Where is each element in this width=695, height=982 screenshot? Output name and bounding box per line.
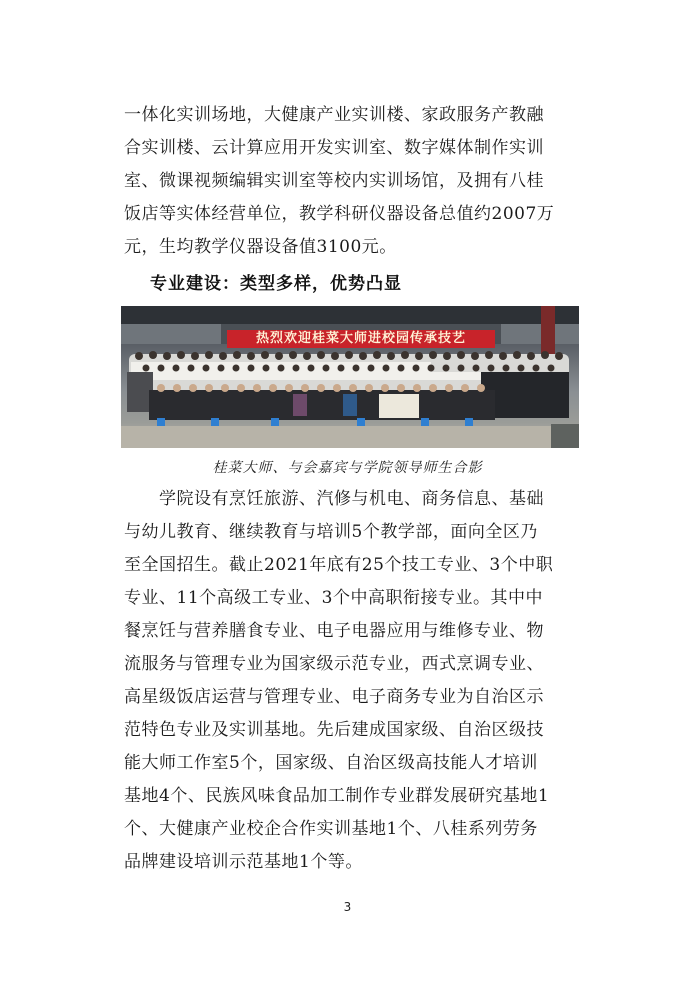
text-line: 学院设有烹饪旅游、汽修与机电、商务信息、基础 [124, 489, 544, 509]
group-photo-illustration [121, 306, 579, 448]
paragraph-departments [124, 483, 584, 879]
text-line: 高星级饭店运营与管理专业、电子商务专业为自治区示 [124, 687, 544, 707]
photo-caption: 桂菜大师、与会嘉宾与学院领导师生合影 [212, 460, 483, 476]
text-line: 能大师工作室5个，国家级、自治区级高技能人才培训 [124, 753, 538, 773]
text-line: 饭店等实体经营单位，教学科研仪器设备总值约2007万 [124, 204, 555, 224]
section-heading: 专业建设：类型多样，优势凸显 [150, 274, 402, 294]
paragraph-facilities [124, 99, 584, 264]
welcome-banner: 热烈欢迎桂菜大师进校园传承技艺 [227, 330, 495, 348]
text-line: 个、大健康产业校企合作实训基地1个、八桂系列劳务 [124, 819, 538, 839]
text-line: 与幼儿教育、继续教育与培训5个教学部，面向全区乃 [124, 522, 538, 542]
page-number: 3 [343, 900, 352, 914]
text-line: 品牌建设培训示范基地1个等。 [124, 852, 363, 872]
text-line: 至全国招生。截止2021年底有25个技工专业、3个中职 [124, 555, 554, 575]
text-line: 餐烹饪与营养膳食专业、电子电器应用与维修专业、物 [124, 621, 544, 641]
text-line: 室、微课视频编辑实训室等校内实训场馆，及拥有八桂 [124, 171, 544, 191]
text-line: 流服务与管理专业为国家级示范专业，西式烹调专业、 [124, 654, 544, 674]
text-line: 一体化实训场地，大健康产业实训楼、家政服务产教融 [124, 105, 544, 125]
text-line: 范特色专业及实训基地。先后建成国家级、自治区级技 [124, 720, 544, 740]
group-photo [121, 306, 579, 448]
text-line: 基地4个、民族风味食品加工制作专业群发展研究基地1 [124, 786, 550, 806]
text-line: 专业、11个高级工专业、3个中高职衔接专业。其中中 [124, 588, 543, 608]
text-line: 合实训楼、云计算应用开发实训室、数字媒体制作实训 [124, 138, 544, 158]
text-line: 元，生均教学仪器设备值3100元。 [124, 237, 397, 257]
